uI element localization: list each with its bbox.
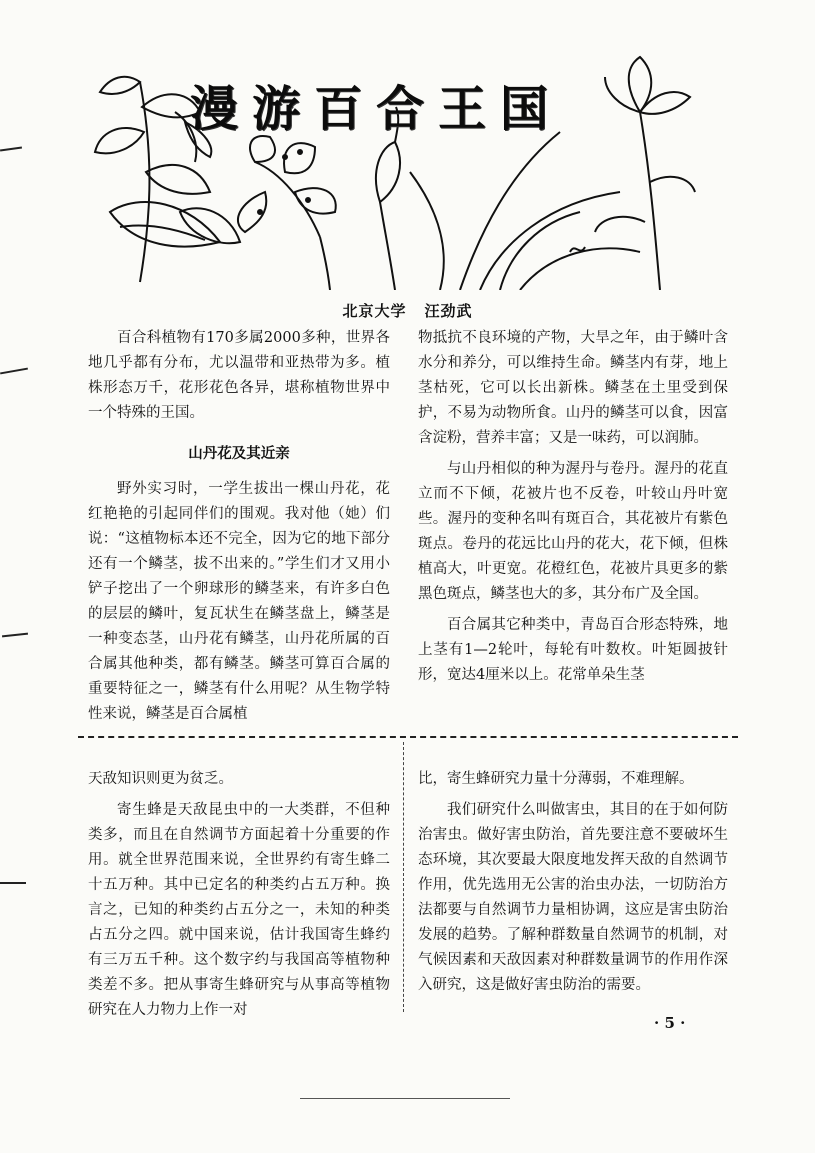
page-title: 漫游百合王国: [190, 81, 563, 137]
continued-column-left: [88, 767, 390, 1029]
continued-column-right: [418, 767, 728, 1004]
paragraph: 我们研究什么叫做害虫，其目的在于如何防治害虫。做好害虫防治，首先要注意不要破坏生态环境，其次要最大限度地发挥天敌的自然调节作用，优先选用无公害的治虫办法，一切防治方法都要与自然调节力量相协调，这应是害虫防治发展的趋势。了解种群数量自然调节的机制，对气候因素和天敌因素对种群数量调节的作用作深入研究，这是做好害虫防治的需要。: [418, 802, 728, 993]
margin-mark: [0, 146, 22, 151]
page-number: · 5 ·: [654, 1014, 686, 1032]
margin-mark: [2, 633, 28, 638]
article-column-left: [88, 326, 390, 733]
column-divider: [403, 742, 404, 1012]
paragraph: 寄生蜂是天敌昆虫中的一大类群，不但种类多，而且在自然调节方面起着十分重要的作用。就全世界范围来说，全世界约有寄生蜂二十五万种。其中已定名的种类约占五万种。换言之，已知的种类约占五分之一，未知的种类占五分之四。就中国来说，估计我国寄生蜂约有三万五千种。这个数字约与我国高等植物种类差不多。把从事寄生蜂研究与从事高等植物研究在人力物力上作一对: [88, 802, 390, 1018]
article-column-right: [418, 326, 728, 694]
paragraph: 野外实习时，一学生拔出一棵山丹花，花红艳艳的引起同伴们的围观。我对他（她）们说：“这植物标本还不完全，因为它的地下部分还有一个鳞茎，拔不出来的。”学生们才又用小铲子挖出了一个卵球形的鳞茎来，有许多白色的层层的鳞叶，复瓦状生在鳞茎盘上，鳞茎是一种变态茎，山丹花有鳞茎，山丹花所属的百合属其他种类，都有鳞茎。鳞茎可算百合属的重要特征之一，鳞茎有什么用呢？从生物学特性来说，鳞茎是百合属植: [88, 481, 390, 722]
footer-rule: [300, 1098, 510, 1099]
author-name: 汪劲武: [424, 302, 473, 320]
paragraph: 与山丹相似的种为渥丹与卷丹。渥丹的花直立而不下倾，花被片也不反卷，叶较山丹叶宽些。渥丹的变种名叫有斑百合，其花被片有紫色斑点。卷丹的花远比山丹的花大，花下倾，但株植高大，叶更宽。花橙红色，花被片具更多的紫黑色斑点，鳞茎也大的多，其分布广及全国。: [418, 461, 728, 602]
margin-mark: [0, 368, 28, 375]
section-divider: [78, 736, 738, 738]
section-heading: 山丹花及其近亲: [188, 446, 290, 462]
margin-mark: [0, 882, 26, 884]
byline: [0, 300, 815, 321]
paragraph: 天敌知识则更为贫乏。: [88, 771, 233, 787]
author-affiliation: 北京大学: [342, 302, 407, 320]
paragraph: 物抵抗不良环境的产物，大旱之年，由于鳞叶含水分和养分，可以维持生命。鳞茎内有芽，地上茎枯死，它可以长出新株。鳞茎在土里受到保护，不易为动物所食。山丹的鳞茎可以食，因富含淀粉，营养丰富；又是一味药，可以润肺。: [418, 330, 728, 446]
paragraph: 比，寄生蜂研究力量十分薄弱，不难理解。: [418, 771, 694, 787]
paragraph: 百合属其它种类中，青岛百合形态特殊，地上茎有1—2轮叶，每轮有叶数枚。叶矩圆披针形，宽达4厘米以上。花常单朵生茎: [418, 617, 728, 683]
paragraph: 百合科植物有170多属2000多种，世界各地几乎都有分布，尤以温带和亚热带为多。植株形态万千，花形花色各异，堪称植物世界中一个特殊的王国。: [88, 330, 390, 421]
